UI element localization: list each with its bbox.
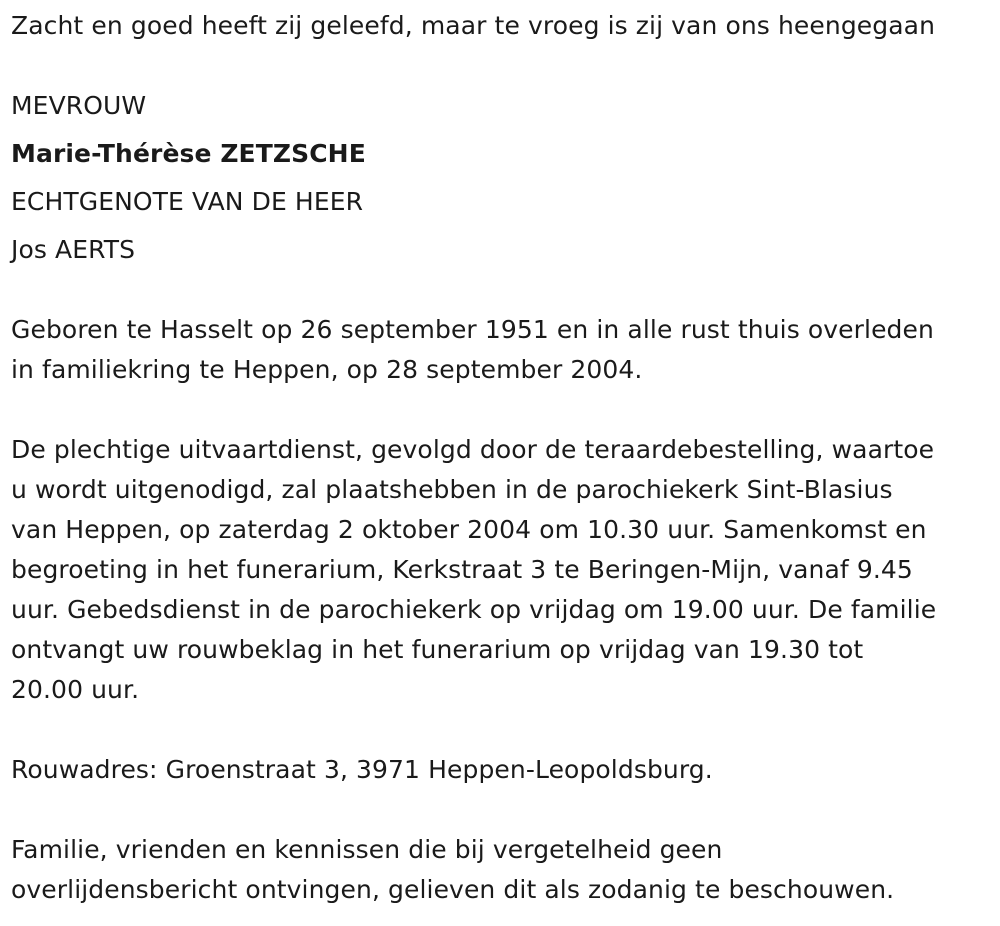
birth-death-line: Geboren te Hasselt op 26 september 1951 en in alle rust thuis overleden	[11, 315, 934, 344]
service-line: u wordt uitgenodigd, zal plaatshebben in de parochiekerk Sint-Blasius	[11, 475, 893, 504]
closing-line: overlijdensbericht ontvingen, gelieven dit als zodanig te beschouwen.	[11, 875, 895, 904]
service-line: 20.00 uur.	[11, 675, 140, 704]
service-line: De plechtige uitvaartdienst, gevolgd door de teraardebestelling, waartoe	[11, 435, 935, 464]
spouse-name: Jos AERTS	[11, 235, 136, 264]
honorific-title: MEVROUW	[11, 91, 147, 120]
mourning-address: Rouwadres: Groenstraat 3, 3971 Heppen-Leopoldsburg.	[11, 755, 713, 784]
service-line: van Heppen, op zaterdag 2 oktober 2004 om 10.30 uur. Samenkomst en	[11, 515, 927, 544]
birth-death-line: in familiekring te Heppen, op 28 september 2004.	[11, 355, 643, 384]
service-line: begroeting in het funerarium, Kerkstraat 3 te Beringen-Mijn, vanaf 9.45	[11, 555, 913, 584]
service-line: uur. Gebedsdienst in de parochiekerk op vrijdag om 19.00 uur. De familie	[11, 595, 937, 624]
deceased-name: Marie-Thérèse ZETZSCHE	[11, 139, 366, 168]
closing-line: Familie, vrienden en kennissen die bij vergetelheid geen	[11, 835, 723, 864]
relation-label: ECHTGENOTE VAN DE HEER	[11, 187, 364, 216]
service-line: ontvangt uw rouwbeklag in het funerarium op vrijdag van 19.30 tot	[11, 635, 864, 664]
epitaph-line: Zacht en goed heeft zij geleefd, maar te vroeg is zij van ons heengegaan	[11, 11, 936, 40]
